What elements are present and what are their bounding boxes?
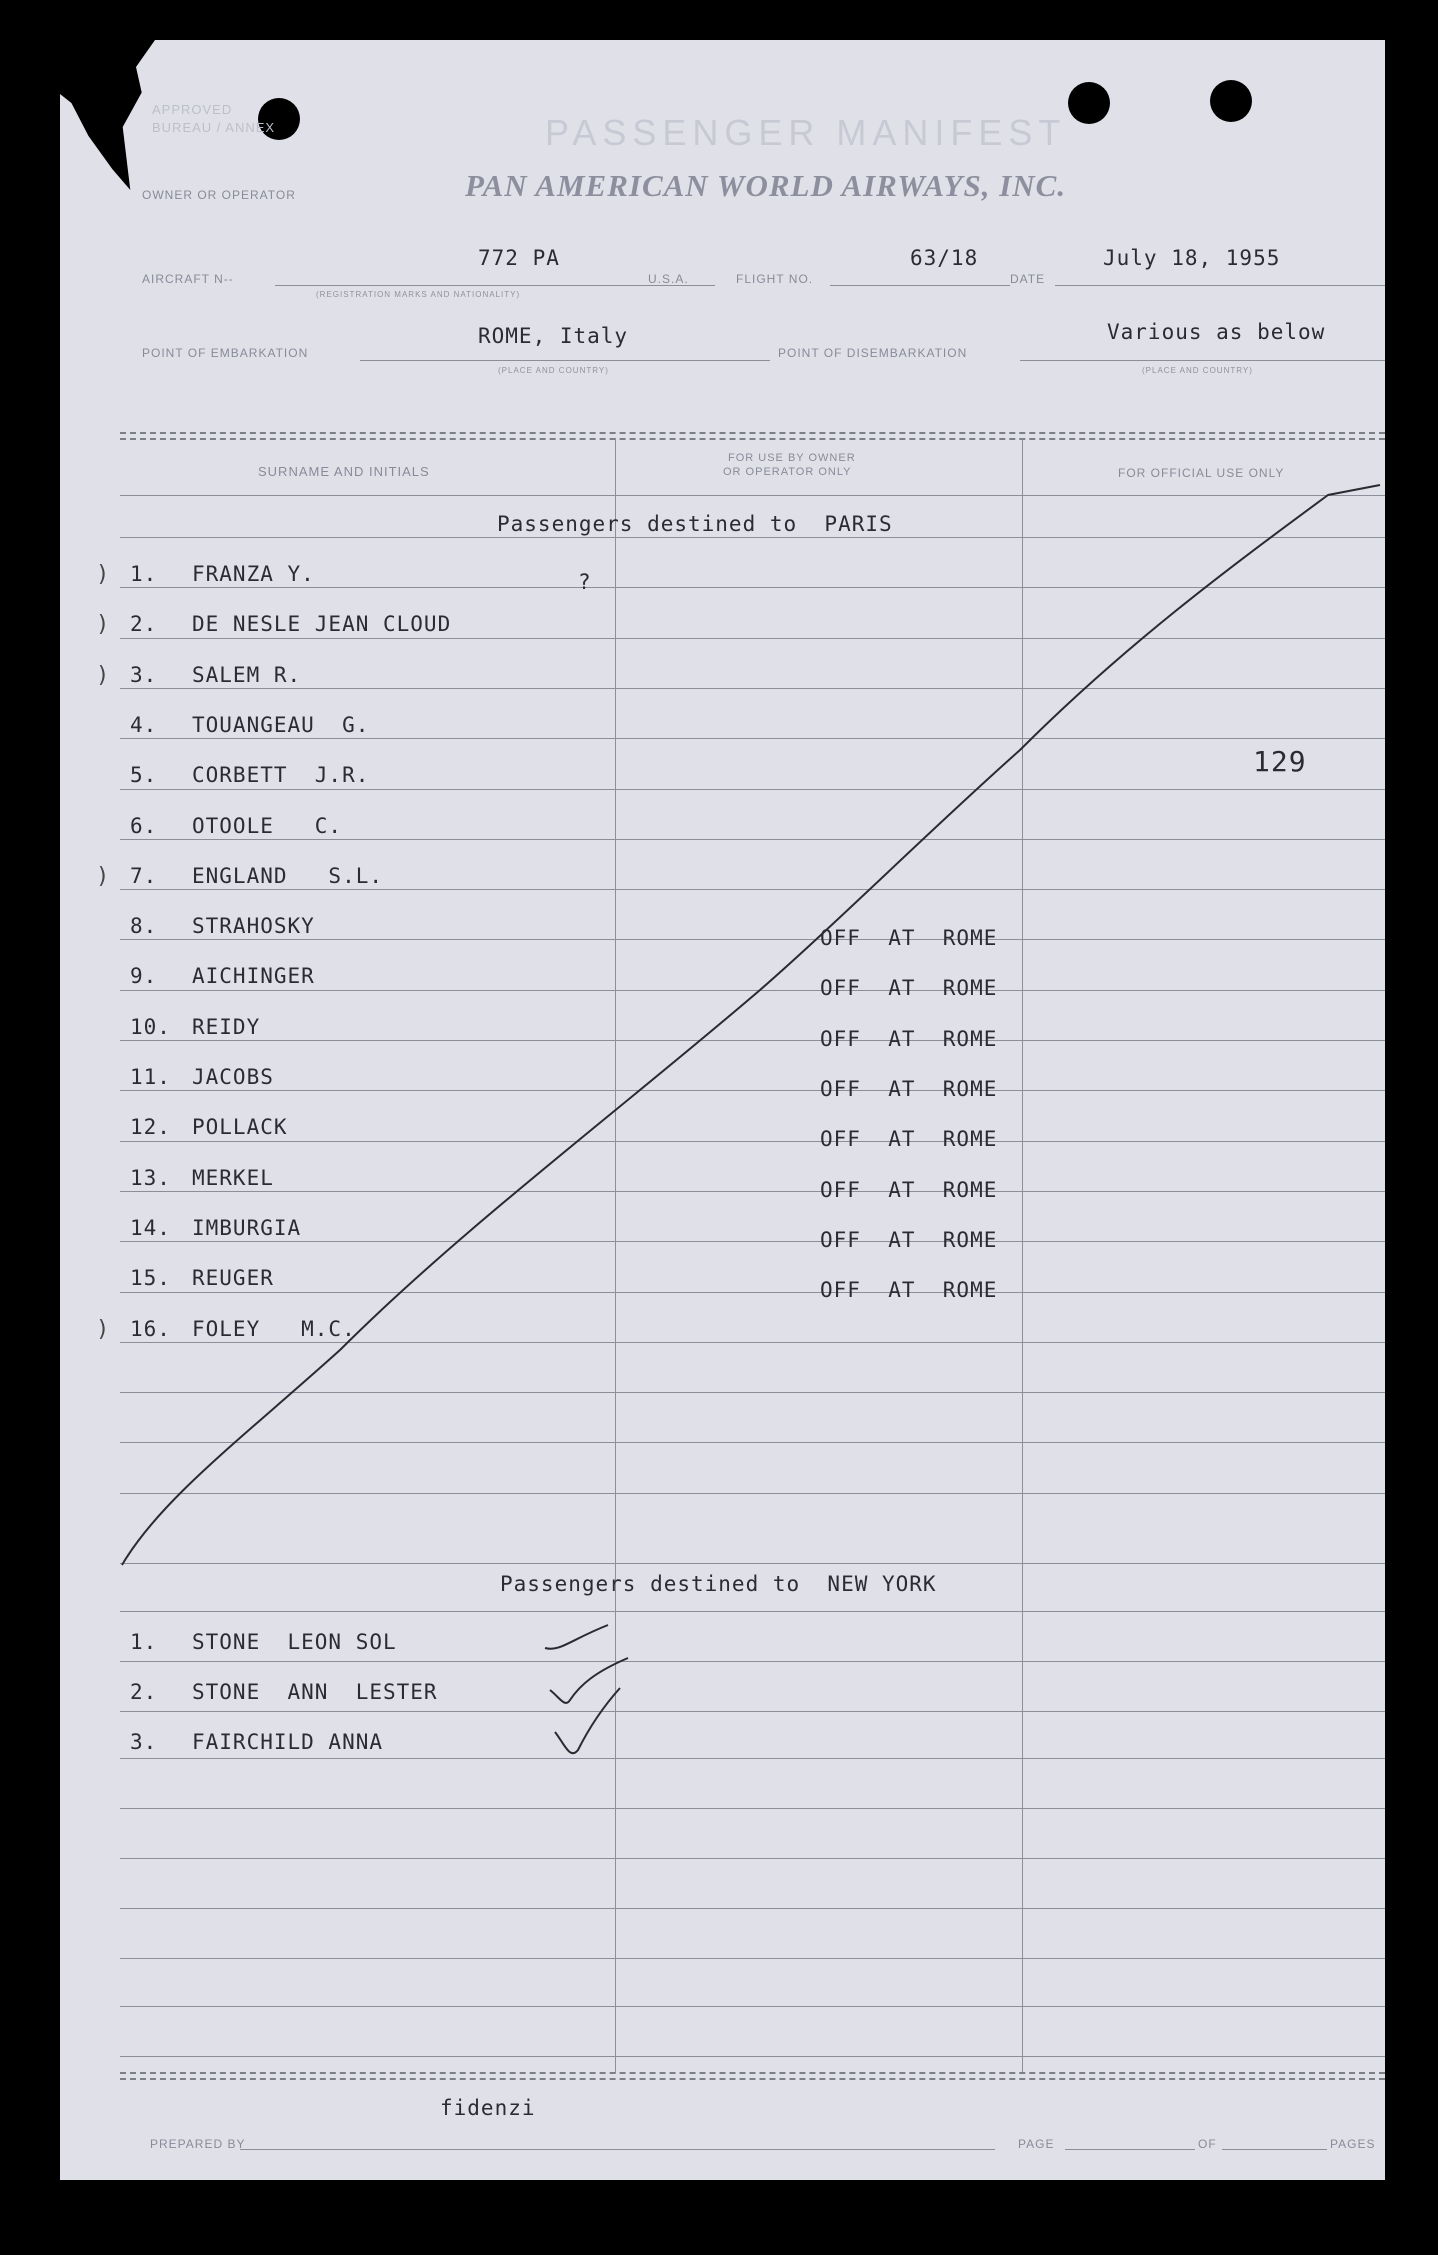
pages-label: PAGES [1330, 2137, 1376, 2151]
off-at-rome-note: OFF AT ROME [820, 1178, 998, 1202]
of-label: OF [1198, 2137, 1217, 2151]
off-at-rome-note: OFF AT ROME [820, 1127, 998, 1151]
embark-value: ROME, Italy [478, 324, 629, 348]
passenger-number: 5. [130, 763, 158, 787]
passenger-number: 1. [130, 562, 158, 586]
passenger-number: 10. [130, 1015, 171, 1039]
passenger-number: 4. [130, 713, 158, 737]
passenger-number: 13. [130, 1166, 171, 1190]
embark-label: POINT OF EMBARKATION [142, 346, 309, 360]
passenger-name: SALEM R. [192, 663, 302, 687]
disembark-label: POINT OF DISEMBARKATION [778, 346, 968, 360]
check-mark [555, 1688, 620, 1753]
company-name: PAN AMERICAN WORLD AIRWAYS, INC. [465, 168, 1067, 203]
disembark-sub: (PLACE AND COUNTRY) [1142, 366, 1253, 375]
passenger-number: 3. [130, 1730, 158, 1754]
passenger-name: IMBURGIA [192, 1216, 302, 1240]
check-mark [545, 1625, 608, 1649]
passenger-number: 3. [130, 663, 158, 687]
section-paris: Passengers destined to PARIS [497, 512, 893, 536]
prepared-by-name: fidenzi [440, 2096, 536, 2120]
date-label: DATE [1010, 272, 1046, 286]
owner-label: OWNER OR OPERATOR [142, 188, 296, 202]
passenger-name: MERKEL [192, 1166, 274, 1190]
question-mark: ? [578, 570, 591, 594]
margin-mark: ) [96, 562, 110, 587]
passenger-number: 1. [130, 1630, 158, 1654]
margin-mark: ) [96, 864, 110, 889]
passenger-name: ENGLAND S.L. [192, 864, 384, 888]
margin-mark: ) [96, 612, 110, 637]
off-at-rome-note: OFF AT ROME [820, 926, 998, 950]
passenger-name: CORBETT J.R. [192, 763, 370, 787]
passenger-name: OTOOLE C. [192, 814, 343, 838]
check-mark [550, 1658, 628, 1703]
official-header: FOR OFFICIAL USE ONLY [1118, 466, 1285, 480]
owner-use-header: FOR USE BY OWNER [728, 452, 856, 464]
passenger-name: STRAHOSKY [192, 914, 315, 938]
page-title: PASSENGER MANIFEST [545, 112, 1067, 153]
passenger-name: STONE LEON SOL [192, 1630, 397, 1654]
passenger-number: 12. [130, 1115, 171, 1139]
passenger-number: 16. [130, 1317, 171, 1341]
passenger-name: FOLEY M.C. [192, 1317, 356, 1341]
passenger-name: REIDY [192, 1015, 261, 1039]
passenger-number: 14. [130, 1216, 171, 1240]
margin-mark: ) [96, 1317, 110, 1342]
flight-value: 63/18 [910, 246, 979, 270]
cancel-line [60, 40, 1385, 2180]
passenger-number: 7. [130, 864, 158, 888]
margin-mark: ) [96, 663, 110, 688]
passenger-name: DE NESLE JEAN CLOUD [192, 612, 452, 636]
prepared-by-label: PREPARED BY [150, 2137, 246, 2151]
passenger-name: FRANZA Y. [192, 562, 315, 586]
off-at-rome-note: OFF AT ROME [820, 1027, 998, 1051]
passenger-name: POLLACK [192, 1115, 288, 1139]
passenger-number: 9. [130, 964, 158, 988]
passenger-number: 15. [130, 1266, 171, 1290]
passenger-name: STONE ANN LESTER [192, 1680, 438, 1704]
section-new-york: Passengers destined to NEW YORK [500, 1572, 937, 1596]
off-at-rome-note: OFF AT ROME [820, 1077, 998, 1101]
off-at-rome-note: OFF AT ROME [820, 1278, 998, 1302]
passenger-number: 2. [130, 612, 158, 636]
passenger-name: JACOBS [192, 1065, 274, 1089]
surname-header: SURNAME AND INITIALS [258, 464, 430, 479]
passenger-number: 2. [130, 1680, 158, 1704]
usa-label: U.S.A. [648, 272, 689, 286]
passenger-number: 6. [130, 814, 158, 838]
date-value: July 18, 1955 [1103, 246, 1281, 270]
embark-sub: (PLACE AND COUNTRY) [498, 366, 609, 375]
passenger-name: AICHINGER [192, 964, 315, 988]
passenger-number: 11. [130, 1065, 171, 1089]
manifest-page [60, 40, 1385, 2180]
page-label: PAGE [1018, 2137, 1055, 2151]
passenger-number: 8. [130, 914, 158, 938]
passenger-name: FAIRCHILD ANNA [192, 1730, 384, 1754]
registration-sub: (REGISTRATION MARKS AND NATIONALITY) [316, 290, 521, 299]
approved-stamp: APPROVED [152, 102, 233, 117]
aircraft-label: AIRCRAFT N-- [142, 272, 234, 286]
disembark-value: Various as below [1107, 320, 1326, 344]
owner-use-header-2: OR OPERATOR ONLY [723, 466, 852, 478]
flight-label: FLIGHT NO. [736, 272, 814, 286]
off-at-rome-note: OFF AT ROME [820, 976, 998, 1000]
passenger-name: TOUANGEAU G. [192, 713, 370, 737]
passenger-name: REUGER [192, 1266, 274, 1290]
official-number: 129 [1253, 745, 1307, 778]
aircraft-value: 772 PA [478, 246, 560, 270]
off-at-rome-note: OFF AT ROME [820, 1228, 998, 1252]
approved-stamp-sub: BUREAU / ANNEX [152, 120, 276, 135]
